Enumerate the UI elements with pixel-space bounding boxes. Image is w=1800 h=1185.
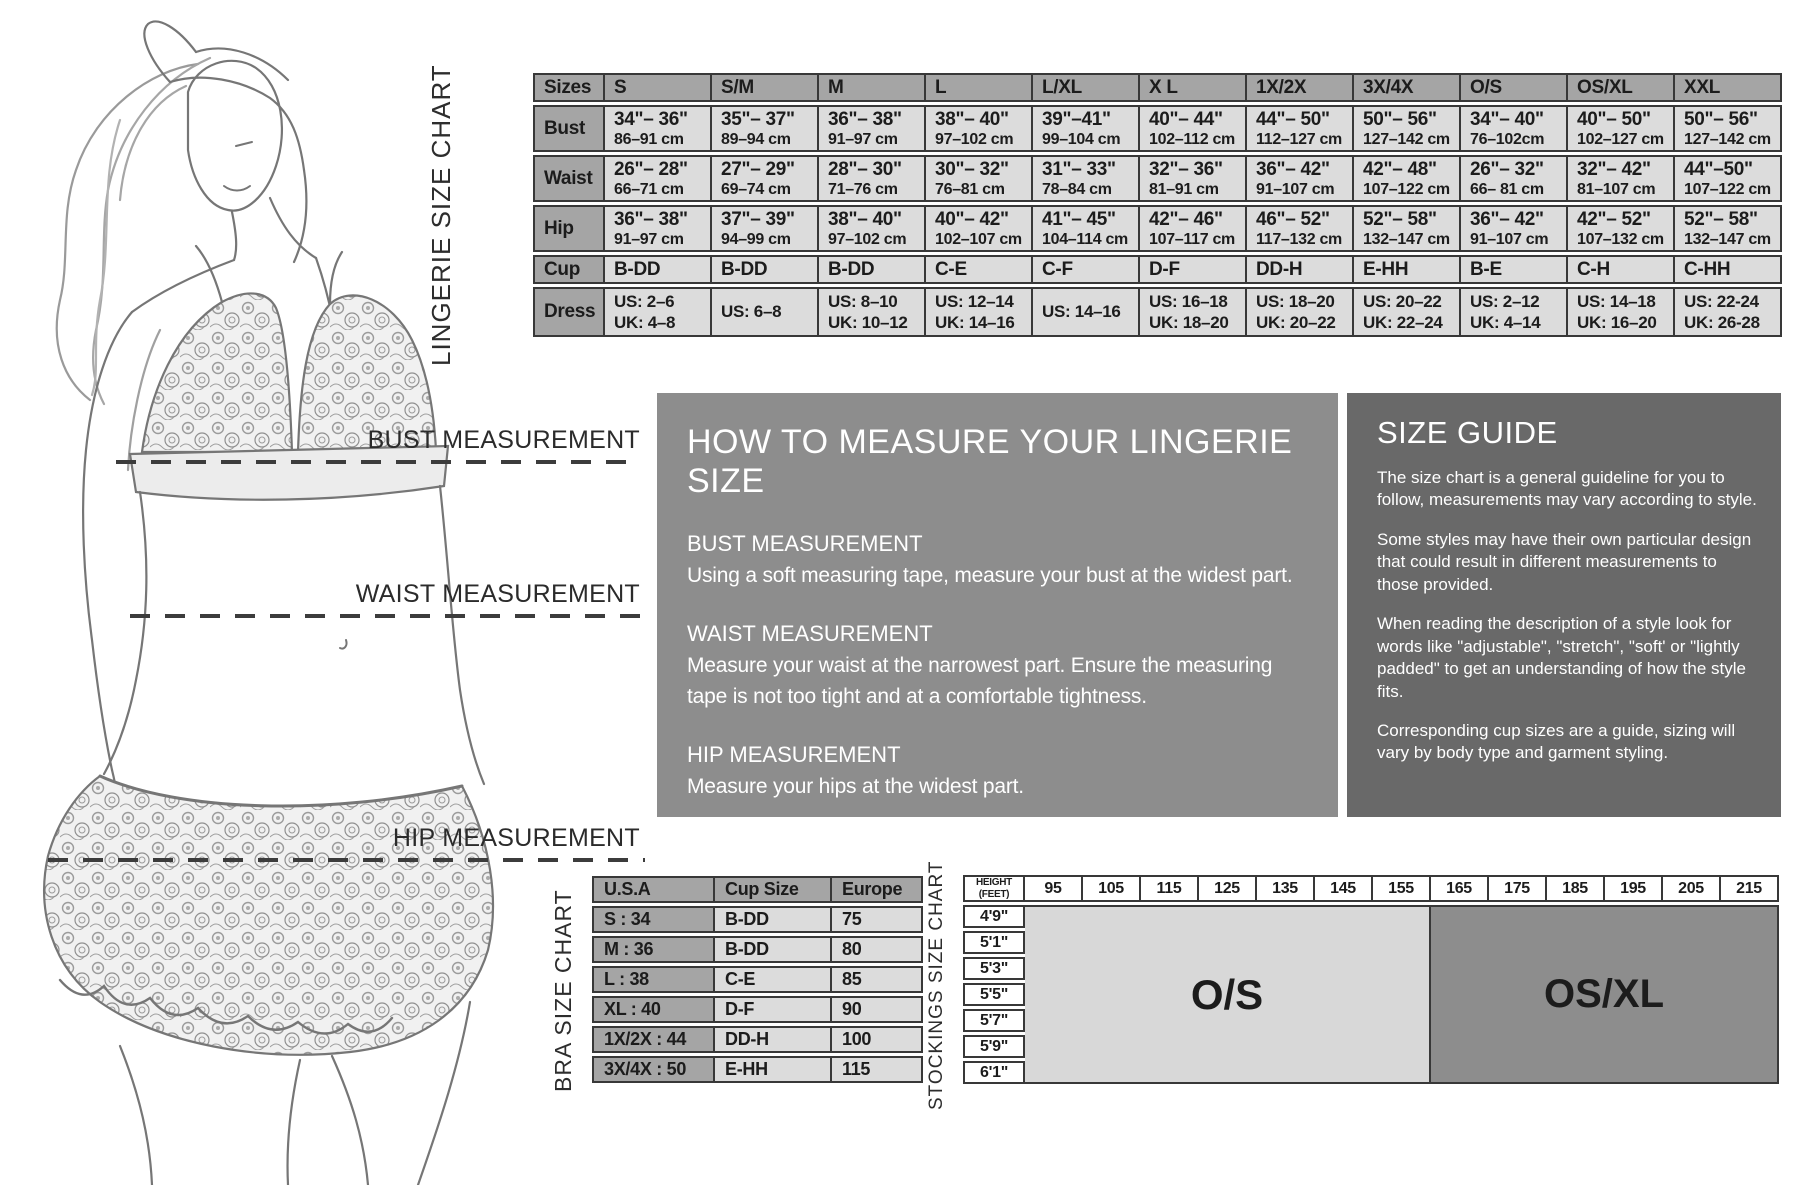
lingerie-cell: B-DD xyxy=(819,255,926,284)
lingerie-size-table xyxy=(533,70,1782,340)
stockings-weight-header: 185 xyxy=(1547,875,1605,902)
waist-measurement-label: WAIST MEASUREMENT xyxy=(355,580,640,608)
lingerie-size-header: XXL xyxy=(1675,73,1782,102)
lingerie-cell: 46"– 52" 117–132 cm xyxy=(1247,205,1354,252)
stockings-height-label: 5'7" xyxy=(963,1009,1025,1032)
measure-section-heading: HIP MEASUREMENT xyxy=(687,742,901,768)
lingerie-size-header: L/XL xyxy=(1033,73,1140,102)
bust-measurement-label: BUST MEASUREMENT xyxy=(367,426,640,454)
lingerie-cell: 34"– 36" 86–91 cm xyxy=(605,105,712,152)
size-guide-paragraphs xyxy=(1377,467,1759,765)
lingerie-cell: 50"– 56" 127–142 cm xyxy=(1354,105,1461,152)
bra-cell: 115 xyxy=(832,1056,923,1083)
lingerie-size-header: M xyxy=(819,73,926,102)
lingerie-cell: US: 18–20 UK: 20–22 xyxy=(1247,287,1354,337)
lingerie-cell: 50"– 56" 127–142 cm xyxy=(1675,105,1782,152)
lingerie-cell: 36"– 42" 91–107 cm xyxy=(1461,205,1568,252)
measure-section-body: Using a soft measuring tape, measure your bust at the widest part. xyxy=(687,564,1293,587)
lingerie-corner-cell: Sizes xyxy=(533,73,605,102)
bra-header-cell: Cup Size xyxy=(715,876,832,903)
lingerie-cell: 52"– 58" 132–147 cm xyxy=(1354,205,1461,252)
stockings-height-label: 5'5" xyxy=(963,983,1025,1006)
lingerie-cell: 39"–41" 99–104 cm xyxy=(1033,105,1140,152)
lingerie-size-header: S xyxy=(605,73,712,102)
lingerie-size-header: O/S xyxy=(1461,73,1568,102)
lingerie-cell: US: 22-24 UK: 26-28 xyxy=(1675,287,1782,337)
bra-cell: 75 xyxy=(832,906,923,933)
lingerie-cell: E-HH xyxy=(1354,255,1461,284)
lingerie-cell: US: 2–12 UK: 4–14 xyxy=(1461,287,1568,337)
bra-cell: 3X/4X : 50 xyxy=(592,1056,715,1083)
lingerie-cell: 40"– 42" 102–107 cm xyxy=(926,205,1033,252)
stockings-weight-header: 195 xyxy=(1605,875,1663,902)
stockings-weight-header: 145 xyxy=(1315,875,1373,902)
stockings-weight-header: 115 xyxy=(1141,875,1199,902)
stockings-height-label: 6'1" xyxy=(963,1061,1025,1084)
lingerie-size-header: OS/XL xyxy=(1568,73,1675,102)
size-guide-panel xyxy=(1347,393,1781,817)
stockings-weight-header: 165 xyxy=(1431,875,1489,902)
bra-chart-title: BRA SIZE CHART xyxy=(550,889,576,1093)
bra-cell: B-DD xyxy=(715,906,832,933)
measure-section-heading: WAIST MEASUREMENT xyxy=(687,621,933,647)
lingerie-cell: US: 16–18 UK: 18–20 xyxy=(1140,287,1247,337)
measure-guide-sections xyxy=(687,531,1310,803)
lingerie-cell: 41"– 45" 104–114 cm xyxy=(1033,205,1140,252)
stockings-weight-header: 155 xyxy=(1373,875,1431,902)
stockings-weight-header: 95 xyxy=(1025,875,1083,902)
measure-section-body: Measure your hips at the widest part. xyxy=(687,775,1024,799)
bra-header-cell: U.S.A xyxy=(592,876,715,903)
stockings-weight-header: 105 xyxy=(1083,875,1141,902)
stockings-region-osxl: OS/XL xyxy=(1431,905,1779,1084)
lingerie-cell: C-F xyxy=(1033,255,1140,284)
lingerie-row-label: Bust xyxy=(533,105,605,152)
stockings-chart-title: STOCKINGS SIZE CHART xyxy=(926,860,947,1110)
stockings-weight-header: 205 xyxy=(1663,875,1721,902)
stockings-weight-header: 175 xyxy=(1489,875,1547,902)
bra-cell: M : 36 xyxy=(592,936,715,963)
lingerie-size-header: L xyxy=(926,73,1033,102)
lingerie-cell: B-DD xyxy=(712,255,819,284)
lingerie-cell: 28"– 30" 71–76 cm xyxy=(819,155,926,202)
lingerie-cell: 37"– 39" 94–99 cm xyxy=(712,205,819,252)
lingerie-cell: 31"– 33" 78–84 cm xyxy=(1033,155,1140,202)
lingerie-cell: 42"– 52" 107–132 cm xyxy=(1568,205,1675,252)
lingerie-cell: 30"– 32" 76–81 cm xyxy=(926,155,1033,202)
lingerie-cell: D-F xyxy=(1140,255,1247,284)
lingerie-cell: 44"–50" 107–122 cm xyxy=(1675,155,1782,202)
lingerie-cell: 42"– 46" 107–117 cm xyxy=(1140,205,1247,252)
size-guide-paragraph: The size chart is a general guideline for you to follow, measurements may vary according to style. xyxy=(1377,468,1757,510)
lingerie-cell: US: 8–10 UK: 10–12 xyxy=(819,287,926,337)
stockings-height-label: 5'9" xyxy=(963,1035,1025,1058)
stockings-height-label: 4'9" xyxy=(963,905,1025,928)
lingerie-size-header: 3X/4X xyxy=(1354,73,1461,102)
lingerie-cell: US: 6–8 xyxy=(712,287,819,337)
stockings-weight-header: 135 xyxy=(1257,875,1315,902)
bra-header-cell: Europe xyxy=(832,876,923,903)
lingerie-cell: C-HH xyxy=(1675,255,1782,284)
bra-cell: D-F xyxy=(715,996,832,1023)
lingerie-cell: 42"– 48" 107–122 cm xyxy=(1354,155,1461,202)
lingerie-cell: US: 20–22 UK: 22–24 xyxy=(1354,287,1461,337)
lingerie-chart-title: LINGERIE SIZE CHART xyxy=(426,64,456,366)
lingerie-cell: 34"– 40" 76–102cm xyxy=(1461,105,1568,152)
lingerie-size-header: S/M xyxy=(712,73,819,102)
lingerie-cell: 26"– 32" 66– 81 cm xyxy=(1461,155,1568,202)
measure-section-heading: BUST MEASUREMENT xyxy=(687,531,923,556)
bra-cell: S : 34 xyxy=(592,906,715,933)
measure-guide-panel xyxy=(657,393,1338,817)
lingerie-cell: 38"– 40" 97–102 cm xyxy=(819,205,926,252)
lingerie-cell: B-DD xyxy=(605,255,712,284)
lingerie-row-label: Hip xyxy=(533,205,605,252)
bra-cell: XL : 40 xyxy=(592,996,715,1023)
bra-cell: 1X/2X : 44 xyxy=(592,1026,715,1053)
bra-cell: L : 38 xyxy=(592,966,715,993)
stockings-corner-cell: HEIGHT (FEET) xyxy=(963,875,1025,902)
lingerie-cell: US: 12–14 UK: 14–16 xyxy=(926,287,1033,337)
lingerie-row-label: Waist xyxy=(533,155,605,202)
lingerie-cell: 44"– 50" 112–127 cm xyxy=(1247,105,1354,152)
lingerie-row-label: Cup xyxy=(533,255,605,284)
waist-measurement-line xyxy=(130,614,640,618)
lingerie-cell: 52"– 58" 132–147 cm xyxy=(1675,205,1782,252)
hip-measurement-label: HIP MEASUREMENT xyxy=(392,824,640,852)
lingerie-cell: 32"– 36" 81–91 cm xyxy=(1140,155,1247,202)
bra-cell: 85 xyxy=(832,966,923,993)
lingerie-cell: 27"– 29" 69–74 cm xyxy=(712,155,819,202)
lingerie-cell: US: 14–16 xyxy=(1033,287,1140,337)
lingerie-cell: 35"– 37" 89–94 cm xyxy=(712,105,819,152)
lingerie-cell: 38"– 40" 97–102 cm xyxy=(926,105,1033,152)
lingerie-cell: 32"– 42" 81–107 cm xyxy=(1568,155,1675,202)
size-guide-paragraph: Corresponding cup sizes are a guide, sizing will vary by body type and garment styling. xyxy=(1377,720,1736,763)
size-guide-paragraph: Some styles may have their own particular design that could result in different measurements to those provided. xyxy=(1377,529,1752,594)
lingerie-cell: 36"– 38" 91–97 cm xyxy=(819,105,926,152)
hip-measurement-line xyxy=(48,858,645,862)
stockings-region-os: O/S xyxy=(1025,905,1431,1084)
stockings-size-table xyxy=(963,872,1779,1087)
lingerie-cell: 40"– 44" 102–112 cm xyxy=(1140,105,1247,152)
bra-cell: 90 xyxy=(832,996,923,1023)
lingerie-row-label: Dress xyxy=(533,287,605,337)
lingerie-cell: C-H xyxy=(1568,255,1675,284)
bra-cell: E-HH xyxy=(715,1056,832,1083)
size-guide-paragraph: When reading the description of a style look for words like "adjustable", "stretch", "soft' or "lightly padded" to get an understanding of how the style fits. xyxy=(1377,614,1746,701)
lingerie-cell: C-E xyxy=(926,255,1033,284)
lingerie-cell: US: 14–18 UK: 16–20 xyxy=(1568,287,1675,337)
bra-cell: 80 xyxy=(832,936,923,963)
lingerie-size-header: 1X/2X xyxy=(1247,73,1354,102)
lingerie-size-header: X L xyxy=(1140,73,1247,102)
lingerie-cell: US: 2–6 UK: 4–8 xyxy=(605,287,712,337)
stockings-weight-header: 125 xyxy=(1199,875,1257,902)
stockings-height-label: 5'3" xyxy=(963,957,1025,980)
bra-cell: B-DD xyxy=(715,936,832,963)
bra-size-table xyxy=(592,873,923,1086)
measure-guide-title: HOW TO MEASURE YOUR LINGERIE SIZE xyxy=(687,423,1293,500)
measure-section-body: Measure your waist at the narrowest part. Ensure the measuring tape is not too tight and at a comfortable tightness. xyxy=(687,654,1273,708)
size-guide-title: SIZE GUIDE xyxy=(1377,415,1558,450)
lingerie-cell: 40"– 50" 102–127 cm xyxy=(1568,105,1675,152)
bra-cell: 100 xyxy=(832,1026,923,1053)
lingerie-cell: 36"– 38" 91–97 cm xyxy=(605,205,712,252)
stockings-weight-header: 215 xyxy=(1721,875,1779,902)
lingerie-cell: B-E xyxy=(1461,255,1568,284)
stockings-height-label: 5'1" xyxy=(963,931,1025,954)
lingerie-cell: 36"– 42" 91–107 cm xyxy=(1247,155,1354,202)
bust-measurement-line xyxy=(116,460,640,464)
bra-cell: C-E xyxy=(715,966,832,993)
lingerie-cell: 26"– 28" 66–71 cm xyxy=(605,155,712,202)
bra-cell: DD-H xyxy=(715,1026,832,1053)
lingerie-cell: DD-H xyxy=(1247,255,1354,284)
